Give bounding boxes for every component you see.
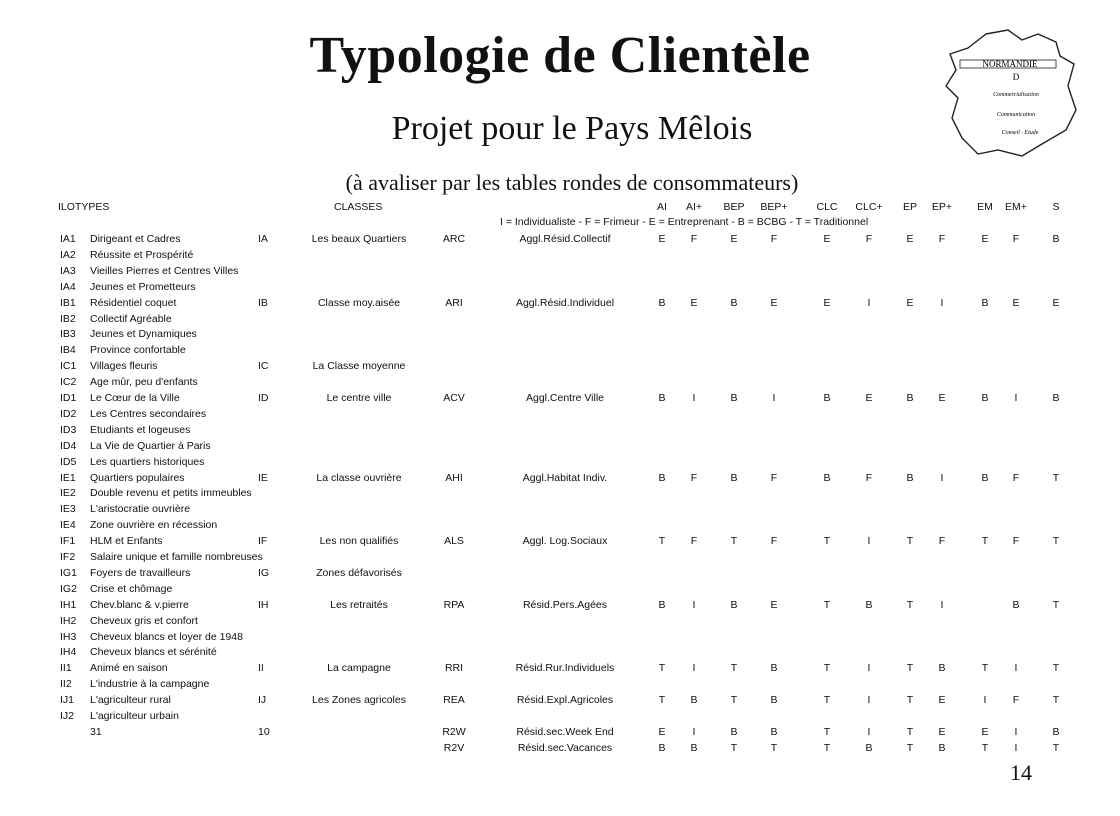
table-row xyxy=(0,613,1120,629)
logo-line1: NORMANDIE xyxy=(982,59,1038,69)
table-row xyxy=(0,501,1120,517)
ilotype-label: 31 xyxy=(90,725,102,738)
attribute-value: T xyxy=(658,694,666,707)
ilotype-label: Collectif Agréable xyxy=(90,312,172,325)
attribute-value: T xyxy=(730,535,738,548)
attribute-value: F xyxy=(865,233,873,245)
group-code: 10 xyxy=(258,725,270,738)
attribute-value: F xyxy=(690,233,698,245)
table-row xyxy=(0,517,1120,533)
table-row xyxy=(0,565,1120,581)
attribute-value: F xyxy=(770,471,778,484)
ilotype-label: Cheveux blancs et loyer de 1948 xyxy=(90,630,243,643)
ilotype-label: Dirigeant et Cadres xyxy=(90,233,181,245)
ilotype-label: Etudiants et logeuses xyxy=(90,423,191,436)
attribute-value: B xyxy=(823,471,831,484)
attribute-value: F xyxy=(690,535,698,548)
table-row xyxy=(0,438,1120,454)
attribute-value: F xyxy=(690,471,698,484)
ilotype-label: Animé en saison xyxy=(90,662,168,675)
attribute-value: B xyxy=(938,662,946,675)
normandie-logo xyxy=(938,26,1083,161)
ilotype-label: Cheveux gris et confort xyxy=(90,614,198,627)
attribute-value: B xyxy=(865,741,873,754)
attribute-value: E xyxy=(865,392,873,404)
table-row xyxy=(0,740,1120,756)
table-row xyxy=(0,231,1120,247)
ilotype-code: ID5 xyxy=(60,455,77,468)
attribute-value: B xyxy=(981,296,989,309)
class-label: Les non qualifiés xyxy=(319,535,399,548)
class-label: Les Zones agricoles xyxy=(312,694,406,707)
attribute-value: B xyxy=(981,471,989,484)
attribute-value: T xyxy=(906,598,914,611)
attribute-value: E xyxy=(770,296,778,309)
group-code: IH xyxy=(258,598,269,611)
ilotype-label: Jeunes et Dynamiques xyxy=(90,328,197,341)
attribute-value: T xyxy=(823,694,831,707)
attribute-value: E xyxy=(770,598,778,611)
ilotype-label: Villages fleuris xyxy=(90,360,158,373)
attribute-value: B xyxy=(1052,725,1060,738)
ilotype-label: Jeunes et Prometteurs xyxy=(90,280,196,293)
attribute-value: E xyxy=(938,694,946,707)
legend: I = Individualiste - F = Frimeur - E = Entreprenant - B = BCBG - T = Traditionnel xyxy=(500,216,869,228)
ilotype-label: Zone ouvrière en récession xyxy=(90,519,218,532)
ilotype-label: Double revenu et petits immeubles xyxy=(90,487,252,500)
attribute-value: T xyxy=(1052,471,1060,484)
attribute-value: I xyxy=(1014,662,1018,675)
table-row xyxy=(0,374,1120,390)
ilotype-code: IH2 xyxy=(60,614,77,627)
ilotype-code: IE2 xyxy=(60,487,76,500)
ilotype-label: L'industrie à la campagne xyxy=(90,678,210,691)
ilotype-code: IC1 xyxy=(60,360,77,373)
habitat-label: Aggl.Habitat Indiv. xyxy=(522,471,608,484)
ilotype-code: IG2 xyxy=(60,582,77,595)
ilotype-code: IA3 xyxy=(60,264,76,277)
group-code: IC xyxy=(258,360,269,373)
ilotype-label: Foyers de travailleurs xyxy=(90,566,191,579)
ilotype-code: IB3 xyxy=(60,328,76,341)
attribute-value: E xyxy=(906,296,914,309)
attribute-value: E xyxy=(938,725,946,738)
attribute-value: T xyxy=(730,662,738,675)
habitat-code: R2V xyxy=(443,741,465,754)
attribute-value: E xyxy=(1012,296,1020,309)
attribute-value: B xyxy=(658,392,666,404)
attribute-value: B xyxy=(938,741,946,754)
attribute-value: I xyxy=(772,392,776,404)
attribute-value: I xyxy=(940,471,944,484)
attribute-value: B xyxy=(906,471,914,484)
table-row xyxy=(0,295,1120,311)
ilotype-code: IH1 xyxy=(60,598,77,611)
attribute-value: F xyxy=(1012,535,1020,548)
table-row xyxy=(0,581,1120,597)
ilotype-label: Quartiers populaires xyxy=(90,471,185,484)
habitat-code: AHI xyxy=(445,471,463,484)
ilotype-code: II1 xyxy=(60,662,72,675)
attribute-value: B xyxy=(690,694,698,707)
attribute-value: T xyxy=(1052,535,1060,548)
ilotype-code: IA4 xyxy=(60,280,76,293)
attribute-value: B xyxy=(730,392,738,404)
attribute-value: B xyxy=(1012,598,1020,611)
attribute-value: F xyxy=(770,233,778,245)
ilotype-label: HLM et Enfants xyxy=(90,535,163,548)
attribute-value: T xyxy=(981,535,989,548)
attribute-value: E xyxy=(938,392,946,404)
attribute-value: T xyxy=(906,741,914,754)
attribute-value: T xyxy=(770,741,778,754)
ilotypes-header: ILOTYPES xyxy=(58,201,110,213)
class-label: Zones défavorisés xyxy=(316,566,402,579)
attribute-value: T xyxy=(981,741,989,754)
attribute-value: B xyxy=(658,296,666,309)
table-row xyxy=(0,422,1120,438)
attribute-value: B xyxy=(770,725,778,738)
attribute-value: B xyxy=(981,392,989,404)
attribute-value: T xyxy=(730,694,738,707)
group-code: II xyxy=(258,662,264,675)
class-label: Le centre ville xyxy=(326,392,392,404)
table-row xyxy=(0,406,1120,422)
ilotype-label: Les quartiers historiques xyxy=(90,455,205,468)
attribute-value: I xyxy=(867,694,871,707)
column-header-em: EM xyxy=(977,201,993,213)
attribute-value: E xyxy=(1052,296,1060,309)
habitat-code: R2W xyxy=(442,725,466,738)
habitat-label: Résid.Pers.Agées xyxy=(522,598,608,611)
attribute-value: E xyxy=(823,296,831,309)
habitat-code: ACV xyxy=(443,392,465,404)
attribute-value: F xyxy=(938,233,946,245)
ilotype-code: IC2 xyxy=(60,376,77,389)
ilotype-code: IA1 xyxy=(60,233,76,245)
column-header-ai-plus: AI+ xyxy=(685,201,703,213)
table-row xyxy=(0,311,1120,327)
attribute-value: I xyxy=(867,296,871,309)
attribute-value: I xyxy=(692,598,696,611)
attribute-value: B xyxy=(730,598,738,611)
table-row xyxy=(0,485,1120,501)
ilotype-code: ID1 xyxy=(60,392,77,404)
logo-line4: Communication xyxy=(996,112,1036,118)
ilotype-label: Salaire unique et famille nombreuses xyxy=(90,551,263,563)
attribute-value: B xyxy=(730,296,738,309)
attribute-value: E xyxy=(658,233,666,245)
attribute-value: I xyxy=(940,296,944,309)
group-code: IG xyxy=(258,566,270,579)
page-subtitle: Projet pour le Pays Mêlois xyxy=(391,110,753,147)
logo-line5: Conseil · Etude xyxy=(1001,130,1039,136)
table-row xyxy=(0,629,1120,645)
ilotype-label: La Vie de Quartier à Paris xyxy=(90,439,211,452)
ilotype-code: IE4 xyxy=(60,519,76,532)
table-row xyxy=(0,454,1120,470)
ilotype-code: IG1 xyxy=(60,566,77,579)
ilotype-label: Les Centres secondaires xyxy=(90,407,207,420)
attribute-value: F xyxy=(865,471,873,484)
attribute-value: E xyxy=(690,296,698,309)
attribute-value: F xyxy=(1012,471,1020,484)
attribute-value: B xyxy=(730,725,738,738)
habitat-label: Résid.sec.Vacances xyxy=(517,741,613,754)
attribute-value: T xyxy=(730,741,738,754)
table-row xyxy=(0,692,1120,708)
column-header-ep: EP xyxy=(902,201,917,213)
table-row xyxy=(0,660,1120,676)
attribute-value: T xyxy=(1052,741,1060,754)
group-code: ID xyxy=(258,392,269,404)
class-label: Classe moy.aisée xyxy=(317,296,401,309)
attribute-value: B xyxy=(770,662,778,675)
attribute-value: T xyxy=(906,694,914,707)
attribute-value: T xyxy=(906,662,914,675)
habitat-code: RRI xyxy=(444,662,464,675)
ilotype-code: IE1 xyxy=(60,471,76,484)
table-row xyxy=(0,549,1120,565)
attribute-value: E xyxy=(730,233,738,245)
attribute-value: B xyxy=(690,741,698,754)
ilotype-label: L'agriculteur rural xyxy=(90,694,171,707)
class-label: La Classe moyenne xyxy=(312,360,406,373)
attribute-value: B xyxy=(1052,392,1060,404)
habitat-code: ARI xyxy=(445,296,463,309)
attribute-value: T xyxy=(658,535,666,548)
column-header-bep: BEP xyxy=(723,201,745,213)
class-label: La classe ouvrière xyxy=(316,471,402,484)
column-header-ai: AI xyxy=(657,201,667,213)
ilotype-label: L'aristocratie ouvrière xyxy=(90,503,191,516)
attribute-value: B xyxy=(906,392,914,404)
habitat-label: Résid.Expl.Agricoles xyxy=(516,694,614,707)
ilotype-label: Age mûr, peu d'enfants xyxy=(90,376,198,389)
attribute-value: B xyxy=(865,598,873,611)
attribute-value: F xyxy=(1012,694,1020,707)
logo-line3: Commercialisation xyxy=(993,92,1039,98)
attribute-value: I xyxy=(983,694,987,707)
attribute-value: I xyxy=(867,662,871,675)
attribute-value: E xyxy=(823,233,831,245)
attribute-value: E xyxy=(981,725,989,738)
attribute-value: B xyxy=(1052,233,1060,245)
ilotype-code: IJ2 xyxy=(60,710,75,722)
table-row xyxy=(0,676,1120,692)
ilotype-code: IB2 xyxy=(60,312,76,325)
attribute-value: F xyxy=(770,535,778,548)
page-number: 14 xyxy=(1010,760,1032,785)
column-header-clc: CLC xyxy=(816,201,838,213)
attribute-value: T xyxy=(658,662,666,675)
attribute-value: T xyxy=(906,725,914,738)
table-row xyxy=(0,470,1120,486)
attribute-value: E xyxy=(906,233,914,245)
column-header-clc-plus: CLC+ xyxy=(855,201,883,213)
attribute-value: B xyxy=(770,694,778,707)
column-header-ep-plus: EP+ xyxy=(931,201,953,213)
habitat-code: REA xyxy=(443,694,465,707)
column-header-em-plus: EM+ xyxy=(1005,201,1027,213)
ilotype-code: IH4 xyxy=(60,646,77,659)
attribute-value: I xyxy=(1014,725,1018,738)
attribute-value: T xyxy=(1052,662,1060,675)
table-row xyxy=(0,279,1120,295)
attribute-value: I xyxy=(867,535,871,548)
class-label: La campagne xyxy=(327,662,391,675)
ilotype-code: IF2 xyxy=(60,551,76,563)
attribute-value: F xyxy=(938,535,946,548)
column-header-s: S xyxy=(1052,201,1060,213)
attribute-value: B xyxy=(658,741,666,754)
attribute-value: I xyxy=(692,392,696,404)
ilotype-code: IA2 xyxy=(60,248,76,261)
class-label: Les beaux Quartiers xyxy=(311,233,407,245)
table-row xyxy=(0,358,1120,374)
group-code: IA xyxy=(258,233,268,245)
logo-line2: D xyxy=(1012,72,1020,82)
table-row xyxy=(0,708,1120,724)
ilotype-label: Cheveux blancs et sérénité xyxy=(90,646,217,659)
table-row xyxy=(0,533,1120,549)
group-code: IE xyxy=(258,471,268,484)
attribute-value: B xyxy=(823,392,831,404)
table-row xyxy=(0,326,1120,342)
table-row xyxy=(0,390,1120,406)
group-code: IF xyxy=(258,535,268,548)
classes-header: CLASSES xyxy=(334,201,383,213)
table-row xyxy=(0,247,1120,263)
ilotype-label: Chev.blanc & v.pierre xyxy=(90,598,189,611)
habitat-label: Aggl.Résid.Individuel xyxy=(515,296,615,309)
attribute-value: B xyxy=(658,471,666,484)
attribute-value: T xyxy=(906,535,914,548)
ilotype-label: Réussite et Prospérité xyxy=(90,248,194,261)
table-row xyxy=(0,342,1120,358)
ilotype-code: IB4 xyxy=(60,344,76,357)
validation-note: (à avaliser par les tables rondes de consommateurs) xyxy=(345,170,799,195)
attribute-value: B xyxy=(658,598,666,611)
attribute-value: I xyxy=(1014,741,1018,754)
table-row xyxy=(0,724,1120,740)
ilotype-code: IJ1 xyxy=(60,694,75,707)
ilotype-code: ID2 xyxy=(60,407,77,420)
attribute-value: I xyxy=(867,725,871,738)
attribute-value: I xyxy=(692,662,696,675)
attribute-value: T xyxy=(823,662,831,675)
attribute-value: T xyxy=(1052,598,1060,611)
ilotype-code: IE3 xyxy=(60,503,76,516)
attribute-value: I xyxy=(692,725,696,738)
ilotype-code: ID4 xyxy=(60,439,77,452)
class-label: Les retraités xyxy=(330,598,388,611)
table-row xyxy=(0,263,1120,279)
column-header-bep-plus: BEP+ xyxy=(760,201,788,213)
group-code: IB xyxy=(258,296,268,309)
group-code: IJ xyxy=(258,694,267,707)
ilotype-code: ID3 xyxy=(60,423,77,436)
habitat-label: Aggl.Centre Ville xyxy=(525,392,605,404)
attribute-value: T xyxy=(823,598,831,611)
ilotype-label: L'agriculteur urbain xyxy=(90,710,179,722)
habitat-code: RPA xyxy=(443,598,465,611)
attribute-value: T xyxy=(823,535,831,548)
attribute-value: E xyxy=(658,725,666,738)
habitat-label: Résid.sec.Week End xyxy=(516,725,614,738)
attribute-value: B xyxy=(730,471,738,484)
attribute-value: T xyxy=(1052,694,1060,707)
ilotype-code: IH3 xyxy=(60,630,77,643)
attribute-value: E xyxy=(981,233,989,245)
attribute-value: F xyxy=(1012,233,1020,245)
ilotype-code: IF1 xyxy=(60,535,76,548)
ilotype-label: Vieilles Pierres et Centres Villes xyxy=(90,264,239,277)
attribute-value: T xyxy=(823,725,831,738)
ilotype-label: Province confortable xyxy=(90,344,186,357)
ilotype-label: Le Cœur de la Ville xyxy=(90,392,180,404)
ilotype-label: Crise et chômage xyxy=(90,582,173,595)
table-row xyxy=(0,597,1120,613)
attribute-value: T xyxy=(823,741,831,754)
ilotype-code: IB1 xyxy=(60,296,76,309)
habitat-label: Résid.Rur.Individuels xyxy=(515,662,615,675)
attribute-value: I xyxy=(940,598,944,611)
habitat-code: ALS xyxy=(444,535,464,548)
attribute-value: I xyxy=(1014,392,1018,404)
page-title: Typologie de Clientèle xyxy=(309,27,811,84)
ilotype-code: II2 xyxy=(60,678,72,691)
ilotype-label: Résidentiel coquet xyxy=(90,296,177,309)
table-row xyxy=(0,644,1120,660)
habitat-label: Aggl.Résid.Collectif xyxy=(519,233,611,245)
attribute-value: T xyxy=(981,662,989,675)
habitat-code: ARC xyxy=(442,233,466,245)
habitat-label: Aggl. Log.Sociaux xyxy=(522,535,608,548)
